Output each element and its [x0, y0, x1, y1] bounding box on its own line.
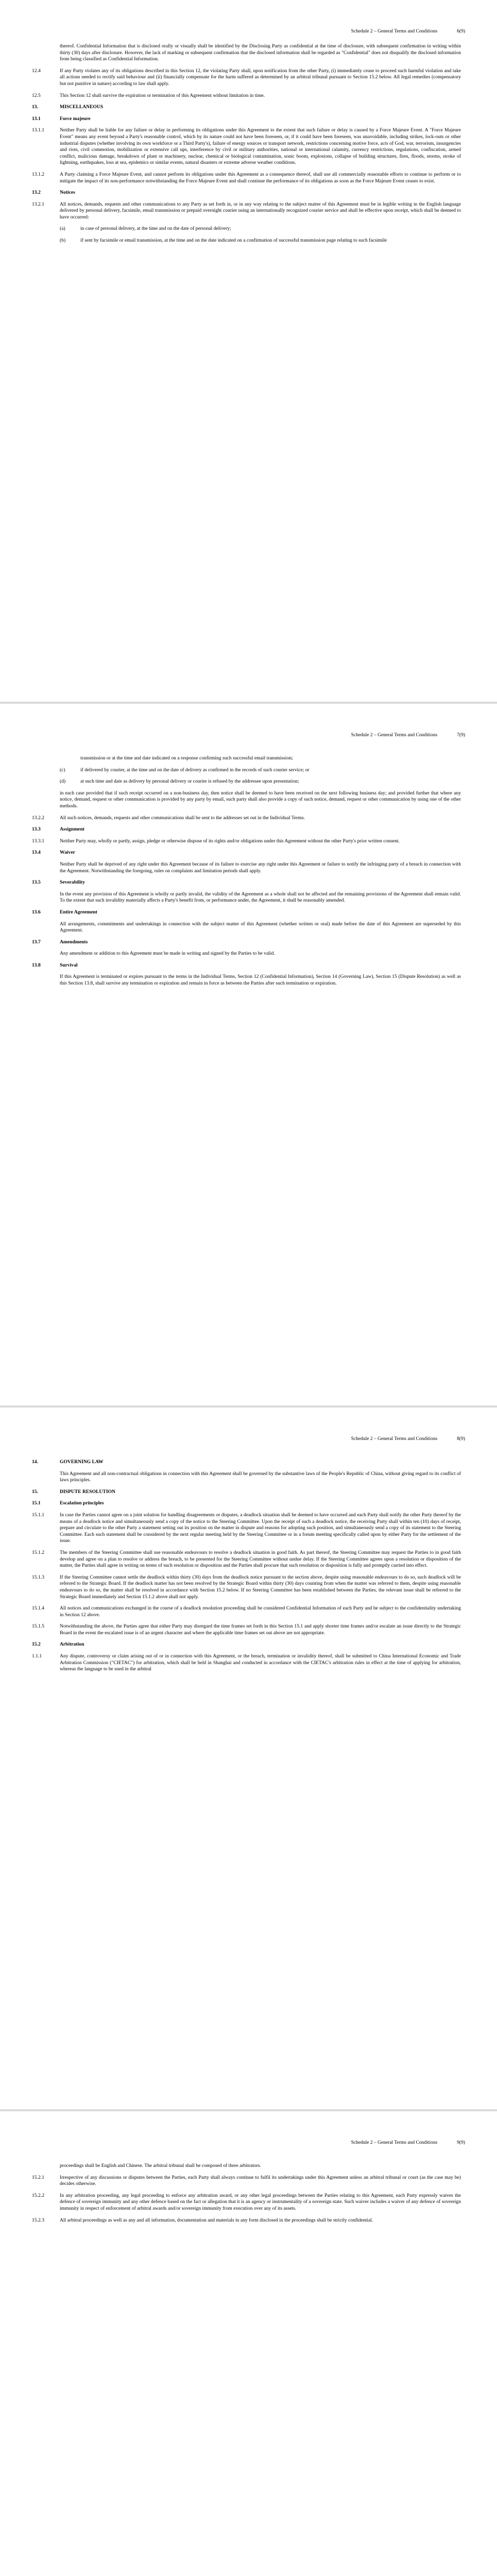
clause: [32, 778, 461, 785]
document-page: [0, 2111, 497, 2576]
clause-text: Neither Party shall be deprived of any right under this Agreement because of its failure to exercise any right under this Agreement or failure to notify the infringing party of a breach in connection with the Agreement. Notwithstanding the foregoing, rules on complaints and limitation periods shall apply.: [60, 861, 461, 874]
clause-number: 12.5: [32, 92, 41, 98]
header-title: Schedule 2 – General Terms and Conditions: [351, 29, 438, 34]
clause: [32, 974, 461, 987]
clause: [32, 2175, 461, 2188]
clause-number: [32, 778, 60, 785]
clause-number: [32, 226, 60, 232]
clause: [32, 238, 461, 244]
document-page: [0, 704, 497, 1405]
clause-text: Notwithstanding the above, the Parties agree that either Party may disregard the time frames set forth in this Section 15.1 and apply shorter time frames and/or escalate an issue directly to the Strategic Board in the event the escalated issue is of an urgent character and where the applicable time frames set out above are not appropriate.: [60, 1623, 461, 1636]
clause-number: 13.7: [32, 939, 41, 945]
header-title: Schedule 2 – General Terms and Conditions: [351, 733, 438, 738]
heading-text: MISCELLANEOUS: [60, 104, 104, 110]
clause-number: [32, 767, 60, 774]
page-number: 9(9): [457, 2140, 465, 2145]
section-heading: [32, 190, 461, 196]
clause-text: This Agreement and all non-contractual obligations in connection with this Agreement shall be governed by the substantive laws of the People's Republic of China, without giving regard to its conflict of laws principles.: [60, 1470, 461, 1483]
clause: [32, 2217, 461, 2224]
clause-text: In any arbitration proceeding, any legal proceeding to enforce any arbitration award, or any other legal proceedings between the Parties relating to this Agreement, each Party expressly waives the defence of sovereign immunity and any other defence based on the fact or allegation that it is an agency or instrumentality of a sovereign state. Such waiver includes a waiver of any defence of sovereign immunity in respect of enforcement of arbitral awards and/or sovereign immunity from execution over any of its assets.: [60, 2192, 461, 2211]
heading-text: Arbitration: [60, 1641, 84, 1648]
clause-text: All notices and communications exchanged in the course of a deadlock resolution proceeding shall be considered Confidential Information of each Party and be subject to the confidentiality undertaking in Section 12 above.: [60, 1605, 461, 1618]
document-page: [0, 0, 497, 702]
clause: [32, 861, 461, 874]
clause-number: [32, 891, 60, 904]
list-label: (c): [60, 767, 65, 773]
clause-number: 13.1.2: [32, 171, 44, 177]
list-label: (a): [60, 226, 65, 232]
clause: [32, 68, 461, 88]
heading-text: Notices: [60, 190, 75, 196]
list-label: [60, 755, 80, 762]
clause: [32, 951, 461, 957]
clause-text: All notices, demands, requests and other communications to any Party as set forth in, or in any way relating to the subject matter of this Agreement must be in legible writing in the English language delivered by personal delivery, facsimile, email transmission or prepaid overnight courier using an internationally recognized courier service and shall be effective upon receipt, which shall be deemed to have occurred:: [60, 201, 461, 220]
clause-number: 13.2: [32, 190, 41, 196]
clause-number: 15.1.5: [32, 1623, 44, 1630]
clause-text: in each case provided that if such receipt occurred on a non-business day, then notice shall be deemed to have been received on the next following business day; and provided further that where any notice, demand, request or other communication is provided by any party by email, such party shall also provide a copy of such notice, demand, request or other communication by using one of the other methods.: [60, 790, 461, 809]
clause-text: if delivered by courier, at the time and on the date of delivery as confirmed in the records of such courier service; or: [80, 767, 310, 773]
clause-number: 13.5: [32, 879, 41, 886]
clause-number: [32, 790, 60, 810]
clause: [32, 1623, 461, 1636]
document-page: [0, 1408, 497, 2109]
clause-number: 15.2.1: [32, 2174, 44, 2180]
clause-number: 15.: [32, 1488, 38, 1495]
clause-number: 15.1.2: [32, 1549, 44, 1555]
clause-number: 1.1.1: [32, 1653, 42, 1659]
clause: [32, 2193, 461, 2212]
clause-number: [32, 755, 60, 762]
clause-text: A Party claiming a Force Majeure Event, and cannot perform its obligations under this Agreement as a consequence thereof, shall use all commercially reasonable efforts to continue to perform or to mitigate the impact of its non-performance notwithstanding the Force Majeure Event and shall continue the performance of its obligations as soon as the Force Majeure Event ceases to exist.: [60, 171, 461, 184]
page-header: [351, 29, 465, 34]
clause-number: 13.8: [32, 962, 41, 968]
page-body: [32, 2163, 461, 2229]
clause: [32, 2163, 461, 2170]
clause-text: This Section 12 shall survive the expiration or termination of this Agreement without limitation in time.: [60, 92, 265, 98]
clause-text: Any dispute, controversy or claim arising out of or in connection with this Agreement, or the breach, termination or invalidity thereof, shall be submitted to China International Economic and Trade Arbitration Commission ("CIETAC") for arbitration, which shall be held in Shanghai and conducted in accordance with the CIETAC's arbitration rules in effect at the time of applying for arbitration, whereas the language to be used in the arbitral: [60, 1653, 461, 1672]
clause-number: 12.4: [32, 67, 41, 74]
clause: [32, 790, 461, 810]
page-body: [32, 43, 461, 249]
clause-number: [32, 43, 60, 63]
list-label: (d): [60, 778, 66, 785]
page-header: [351, 2140, 465, 2145]
clause-text: All arbitral proceedings as well as any and all information, documentation and materials in any form disclosed in the proceedings shall be strictly confidential.: [60, 2217, 373, 2223]
heading-text: Assignment: [60, 826, 84, 833]
clause-text: Neither Party may, wholly or partly, assign, pledge or otherwise dispose of its rights and/or obligations under this Agreement without the other Party's prior written consent.: [60, 838, 400, 844]
clause: [32, 172, 461, 184]
section-heading: [32, 1489, 461, 1496]
section-heading: [32, 1500, 461, 1507]
page-body: [32, 1459, 461, 1678]
clause-number: 13.1: [32, 115, 41, 122]
heading-text: Force majeure: [60, 115, 91, 122]
heading-text: Survival: [60, 962, 78, 968]
heading-text: Waiver: [60, 850, 75, 856]
heading-text: Severability: [60, 879, 85, 886]
page-number: 7(9): [457, 733, 465, 738]
clause-text: All arrangements, commitments and undertakings in connection with the subject matter of this Agreement (whether written or oral) made before the date of this Agreement are superseded by this Agreement.: [60, 921, 461, 934]
clause-text: If this Agreement is terminated or expires pursuant to the terms in the Individual Terms, Section 12 (Confidential Information), Section 14 (Governing Law), Section 15 (Dispute Resolution) as well as this Section 13.8, shall survive any termination or expiration and remain in force as between the Parties after such termination or expiration.: [60, 974, 461, 987]
clause-text: Irrespective of any discussions or disputes between the Parties, each Party shall always continue to fulfil its undertakings under this Agreement unless an arbitral tribunal or court (as the case may be) decides otherwise.: [60, 2174, 461, 2187]
clause-number: 13.2.2: [32, 815, 44, 821]
header-title: Schedule 2 – General Terms and Conditions: [351, 1436, 438, 1442]
clause-number: 13.6: [32, 909, 41, 915]
clause: [32, 1574, 461, 1600]
page-number: 8(9): [457, 1436, 465, 1442]
clause-number: 13.1.1: [32, 127, 44, 133]
clause-text: proceedings shall be English and Chinese. The arbitral tribunal shall be composed of three arbitrators.: [60, 2163, 261, 2168]
clause-number: 13.: [32, 104, 38, 110]
section-heading: [32, 850, 461, 856]
clause-text: if sent by facsimile or email transmission, at the time and on the date indicated on a confirmation of successful transmission page relating to such facsimile: [80, 238, 387, 244]
section-heading: [32, 1641, 461, 1648]
section-heading: [32, 939, 461, 946]
heading-text: Escalation principles: [60, 1500, 104, 1506]
clause-text: All such notices, demands, requests and other communications shall be sent to the addresses set out in the Individual Terms.: [60, 815, 305, 821]
clause-text: In case the Parties cannot agree on a joint solution for handling disagreements or disputes, a deadlock situation shall be deemed to have occurred and each Party shall notify the other Party thereof by the means of a deadlock notice and simultaneously send a copy of the notice to the Steering Committee. Upon the receipt of such a deadlock notice, the receiving Party shall within ten (10) days of receipt, prepare and circulate to the other Party a statement setting out its position on the matter in dispute and reasons for adopting such position, and simultaneously send a copy of its statement to the Steering Committee. Each such statement shall be considered by the next regular meeting held by the Steering Committee or in a forum meeting specifically called upon by either Party for the settlement of the issue.: [60, 1512, 461, 1544]
clause-number: [32, 951, 60, 957]
clause-number: 14.: [32, 1459, 38, 1465]
clause-number: [32, 974, 60, 987]
section-heading: [32, 909, 461, 916]
section-heading: [32, 1459, 461, 1466]
page-header: [351, 1436, 465, 1442]
clause-text: In the event any provision of this Agreement is wholly or partly invalid, the validity of the Agreement as a whole shall not be affected and the remaining provisions of the Agreement shall remain valid. To the extent that such invalidity materially affects a Party's benefit from, or performance under, the Agreement, it shall be reasonably amended.: [60, 891, 461, 904]
clause: [32, 1653, 461, 1673]
clause-number: 15.2.3: [32, 2217, 44, 2223]
page-body: [32, 755, 461, 992]
clause-number: 15.1.4: [32, 1605, 44, 1612]
clause: [32, 838, 461, 845]
heading-text: GOVERNING LAW: [60, 1459, 104, 1465]
clause: [32, 815, 461, 822]
clause: [32, 767, 461, 774]
clause: [32, 1512, 461, 1545]
clause-number: 13.3: [32, 826, 41, 833]
header-title: Schedule 2 – General Terms and Conditions: [351, 2140, 438, 2145]
clause-number: 15.1.1: [32, 1512, 44, 1518]
page-header: [351, 733, 465, 738]
clause-text: transmission or at the time and date indicated on a response confirming such successful email transmission;: [80, 755, 293, 761]
heading-text: Amendments: [60, 939, 88, 945]
clause: [32, 1605, 461, 1618]
clause-number: 15.2.2: [32, 2192, 44, 2198]
clause: [32, 93, 461, 99]
clause-text: The members of the Steering Committee shall use reasonable endeavours to resolve a deadlock situation in good faith. As part thereof, the Steering Committee may request the Parties to in good faith develop and agree on a plan to resolve or address the breach, to be presented for the Steering Committee without undue delay. If the Steering Committee agrees upon a resolution or disposition of the matter, the Parties shall agree in writing on terms of such resolution or disposition and the Parties shall procure that such resolution or disposition is fully and promptly carried into effect.: [60, 1549, 461, 1569]
clause-number: 15.1.3: [32, 1574, 44, 1580]
clause: [32, 127, 461, 166]
section-heading: [32, 104, 461, 111]
clause-number: [32, 861, 60, 874]
clause: [32, 891, 461, 904]
clause-number: [32, 238, 60, 244]
heading-text: Entire Agreement: [60, 909, 97, 915]
clause: [32, 226, 461, 232]
section-heading: [32, 962, 461, 969]
clause-text: Neither Party shall be liable for any failure or delay in performing its obligations under this Agreement to the extent that such failure or delay is caused by a Force Majeure Event. A "Force Majeure Event" means any event beyond a Party's reasonable control, which by its nature could not have been foreseen, or, if it could have been foreseen, was unavoidable, including strikes, lock-outs or other industrial disputes (whether involving its own workforce or a Third Party's), failure of energy sources or transport network, restrictions concerning motive force, acts of God, war, terrorism, insurgencies and riots, civil commotion, mobilization or extensive call ups, interference by civil or military authorities, national or international calamity, currency restrictions, regulations, confiscation, armed conflict, malicious damage, breakdown of plant or machinery, nuclear, chemical or biological contamination, sonic boom, explosions, collapse of building structures, fires, floods, storms, stroke of lightning, earthquakes, loss at sea, epidemics or similar events, natural disasters or extreme adverse weather conditions.: [60, 127, 461, 166]
clause-text: If any Party violates any of its obligations described in this Section 12, the violating Party shall, upon notification from the other Party, (i) immediately cease to proceed such harmful violation and take all actions needed to rectify said behaviour and (ii) financially compensate for the harm suffered as determined by an arbitral tribunal pursuant to Section 15.2 below. All legal remedies (compensatory but not punitive in nature) according to law shall apply.: [60, 67, 461, 87]
clause-text: in case of personal delivery, at the time and on the date of personal delivery;: [80, 226, 231, 232]
clause-number: 13.3.1: [32, 838, 44, 844]
heading-text: DISPUTE RESOLUTION: [60, 1488, 115, 1495]
clause: [32, 1550, 461, 1569]
clause-number: 13.4: [32, 850, 41, 856]
list-label: (b): [60, 238, 66, 244]
clause: [32, 755, 461, 762]
clause: [32, 201, 461, 221]
clause-text: If the Steering Committee cannot settle the deadlock within thirty (30) days from the deadlock notice pursuant to the section above, despite using reasonable endeavours to do so, such deadlock will be referred to the Strategic Board. If the deadlock matter has not been resolved by the Strategic Board within thirty (30) days counting from when the matter was referred to them, despite using reasonable endeavours to do so, the matter shall be resolved in accordance with Section 15.2 below. If no Steering Committee has been established between the Parties, the relevant issue shall be referred to the Strategic Board immediately and Section 15.1.2 above shall not apply.: [60, 1574, 461, 1600]
section-heading: [32, 116, 461, 123]
section-heading: [32, 826, 461, 833]
clause: [32, 43, 461, 63]
clause-number: [32, 921, 60, 934]
clause-text: thereof. Confidential Information that is disclosed orally or visually shall be identified by the Disclosing Party as confidential at the time of disclosure, with subsequent confirmation in writing within thirty (30) days after disclosure. However, the lack of marking or subsequent confirmation that the disclosed information shall be regarded as "Confidential" does not disqualify the disclosed information from being classified as Confidential Information.: [60, 43, 461, 62]
clause-number: 15.1: [32, 1500, 41, 1506]
clause-text: at such time and date as delivery by personal delivery or courier is refused by the addressee upon presentation;: [80, 778, 299, 785]
page-number: 6(9): [457, 29, 465, 34]
clause-number: [32, 2163, 60, 2170]
section-heading: [32, 879, 461, 886]
clause-number: [32, 1471, 60, 1484]
clause-number: 13.2.1: [32, 201, 44, 207]
clause-number: 15.2: [32, 1641, 41, 1648]
clause: [32, 921, 461, 934]
clause: [32, 1471, 461, 1484]
clause-text: Any amendment or addition to this Agreement must be made in writing and signed by the Parties to be valid.: [60, 951, 275, 957]
